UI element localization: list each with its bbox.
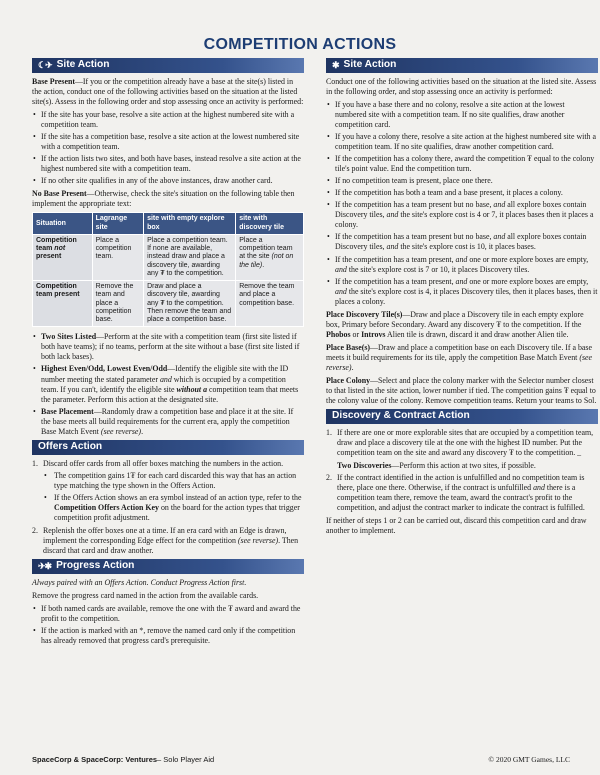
two-discoveries-paragraph bbox=[337, 461, 598, 471]
item-text: If the competition has a team present, bbox=[335, 276, 456, 286]
table-header: site with empty explore box bbox=[144, 213, 236, 235]
item-text: all explore boxes contain Discovery tiles, bbox=[335, 200, 587, 220]
item-text: the site's explore cost is 7 or 10, it places Discovery tiles. bbox=[346, 264, 530, 274]
moon-rocket-icon: ☾✈ bbox=[38, 59, 52, 70]
base-text: —Draw and place a competition base on each Discovery tile. If a base meets it build requirements for its tile, apply the competition Base Match Event bbox=[326, 342, 592, 362]
base-text: . bbox=[351, 362, 354, 372]
site-action-header-left bbox=[32, 58, 304, 73]
item-text: If the competition has a team present, bbox=[335, 254, 456, 264]
highest-text: without a bbox=[176, 384, 208, 394]
list-item bbox=[326, 428, 598, 471]
item-text: and bbox=[455, 254, 468, 264]
section-title: Site Action bbox=[343, 59, 397, 71]
discovery-text: Alien tile is drawn, discard it and draw another Alien tile. bbox=[385, 329, 569, 339]
table-header: site with discovery tile bbox=[236, 213, 304, 235]
discovery-steps bbox=[326, 428, 598, 513]
no-base-present-paragraph bbox=[32, 189, 304, 209]
list-item bbox=[32, 407, 304, 437]
step-text: there is a competition team there, remove the team, award the contract's profit to the competition, and adjust the contract marker to indicate the contract is fulfilled. bbox=[337, 483, 585, 513]
item-text: If the competition has a team present but no base, bbox=[335, 232, 494, 242]
discovery-text: —Draw and place a Discovery tile in each empty explore box, Primary before Secondary. Award any discovery ₮ to the competition. If the bbox=[326, 309, 584, 329]
item-text: the site's explore cost is 4, it places Discovery tiles, then it places bases, then it places a colony. bbox=[335, 286, 598, 306]
footer-copyright: © 2020 GMT Games, LLC bbox=[488, 755, 570, 764]
item-text: and bbox=[335, 264, 347, 274]
page-title: COMPETITION ACTIONS bbox=[203, 36, 397, 53]
base-present-list bbox=[32, 110, 304, 186]
list-item bbox=[326, 277, 598, 307]
step-number: 1. bbox=[32, 458, 38, 468]
sub-text: Competition Offers Action Key bbox=[54, 502, 159, 512]
list-item: • The competition gains 1₮ for each card discarded this way that has an action type matching the type shown in the Offers Action. bbox=[43, 471, 304, 491]
list-item: • If the action is marked with an *, remove the named card only if the competition has already removed that progress card's prerequisite. bbox=[32, 626, 304, 646]
progress-list bbox=[32, 604, 304, 646]
sub-text: on the board for the action types that trigger competition profit adjustment. bbox=[54, 502, 300, 522]
rocket-star-icon: ✈✱ bbox=[38, 560, 52, 571]
table-row bbox=[33, 234, 304, 280]
list-item: • If no other site qualifies in any of the above instances, draw another card. bbox=[32, 176, 304, 186]
colony-text: —Select and place the colony marker with the Selector number closest to that listed in the site action, lower number if tied. The competition gains ₮ equal to the colony value of the colony. Remove competition teams. Return your teams to Sol. bbox=[326, 375, 597, 405]
table-header: Lagrange site bbox=[92, 213, 143, 235]
base-lead: Place Base(s) bbox=[326, 342, 371, 352]
two-lead: Two Discoveries bbox=[337, 461, 392, 471]
item-text: and bbox=[493, 200, 506, 210]
table-cell bbox=[33, 234, 93, 280]
section-title: Progress Action bbox=[56, 560, 135, 571]
list-item bbox=[32, 526, 304, 556]
step-text: If there are one or more explorable sites that are occupied by a competition team, draw and place a discovery tile at the one with the highest ID number. Put the competition team on the site and award any discovery ₮ to the competition. _ bbox=[337, 427, 594, 457]
footer-title bbox=[32, 755, 214, 764]
step-text: Replenish the offer boxes one at a time. If an era card with an Edge is drawn, implement the corresponding Edge effect for the competition bbox=[43, 525, 287, 545]
highest-text: which is occupied by a competition team. If you can't, identify the eligible site bbox=[41, 374, 286, 394]
list-item bbox=[326, 200, 598, 230]
placement-text: —Randomly draw a competition base and place it at the site. If the base meets all build requirements for the current era, apply the competition Base Match Event bbox=[41, 406, 294, 436]
list-item: • If the competition has both a team and a base present, it places a colony. bbox=[326, 188, 598, 198]
base-present-lead: Base Present bbox=[32, 77, 76, 86]
colony-lead: Place Colony bbox=[326, 375, 371, 385]
offers-action-header bbox=[32, 440, 304, 455]
placement-text: . bbox=[141, 426, 144, 436]
item-text: If the competition has a team present but no base, bbox=[335, 200, 494, 210]
section-title: Offers Action bbox=[38, 440, 103, 452]
list-item: • If the competition has a colony there, award the competition ₮ equal to the colony tile's point value. End the competition turn. bbox=[326, 154, 598, 174]
site-action-header-right bbox=[326, 58, 598, 73]
place-colony-paragraph bbox=[326, 376, 598, 406]
table-cell: Place a competition team. If none are available, instead draw and place a discovery tile, awarding any ₮ to the competition. bbox=[144, 234, 236, 280]
base-text: (see reverse) bbox=[326, 352, 593, 372]
table-cell bbox=[236, 234, 304, 280]
cell-text: present bbox=[36, 253, 62, 261]
discovery-text: Introvs bbox=[361, 329, 386, 339]
cell-text: not bbox=[54, 245, 66, 253]
highest-text: and bbox=[159, 374, 172, 384]
list-item bbox=[32, 459, 304, 523]
special-cases-list bbox=[32, 332, 304, 436]
left-column bbox=[32, 58, 304, 649]
list-item bbox=[43, 493, 304, 523]
no-base-present-text: —Otherwise, check the site's situation on the following table then implement the appropriate text: bbox=[32, 189, 295, 209]
table-cell: Place a competition team. bbox=[92, 234, 143, 280]
two-sites-lead: Two Sites Listed bbox=[41, 332, 97, 342]
list-item: • If the site has your base, resolve a site action at the highest numbered site with a competition team. bbox=[32, 110, 304, 130]
list-item bbox=[326, 255, 598, 275]
item-text: and bbox=[386, 242, 399, 252]
place-base-paragraph bbox=[326, 343, 598, 373]
list-item: • If the site has a competition base, resolve a site action at the lowest numbered site with a competition team. bbox=[32, 132, 304, 152]
list-item bbox=[326, 232, 598, 252]
discovery-text: or bbox=[350, 329, 362, 339]
base-present-text: —If you or the competition already have a base at the site(s) listed in the action, conduct one of the following activities based on the situation at the listed site(s). Assess in the following order and stop assessing once an activity is performed: bbox=[32, 77, 304, 107]
table-header: Situation bbox=[33, 213, 93, 235]
site-right-intro: Conduct one of the following activities based on the situation at the listed site. Assess in the following order, and stop assessing once an activity is performed: bbox=[326, 77, 597, 97]
discovery-text: Phobos bbox=[326, 329, 351, 339]
closing-paragraph: If neither of steps 1 or 2 can be carried out, discard this competition card and draw another to implement. bbox=[326, 516, 587, 536]
item-text: and bbox=[386, 210, 399, 220]
discovery-contract-header bbox=[326, 409, 598, 424]
highest-text: competition team that meets the parameter. Perform this action at the designated site. bbox=[41, 384, 299, 404]
section-title: Discovery & Contract Action bbox=[332, 409, 470, 421]
placement-lead: Base Placement bbox=[41, 406, 94, 416]
no-base-present-lead: No Base Present bbox=[32, 189, 87, 199]
highest-lead: Highest Even/Odd, Lowest Even/Odd bbox=[41, 364, 168, 374]
footer-title-text: SpaceCorp & SpaceCorp: Ventures bbox=[32, 755, 158, 764]
item-text: all explore boxes contain Discovery tiles, bbox=[335, 232, 587, 252]
list-item: • If you have a base there and no colony, resolve a site action at the lowest numbered site with a competition team. If no site qualifies, draw another competition card. bbox=[326, 100, 598, 130]
list-item: • If the action lists two sites, and both have bases, instead resolve a site action at the highest numbered site with a competition team. bbox=[32, 154, 304, 174]
list-item bbox=[32, 332, 304, 362]
two-text: —Perform this action at two sites, if possible. bbox=[391, 461, 536, 471]
base-present-paragraph bbox=[32, 77, 304, 107]
cell-text: Competition team bbox=[36, 236, 77, 253]
placement-text: (see reverse) bbox=[100, 426, 142, 436]
item-text: one or more explore boxes are empty, bbox=[467, 254, 589, 264]
list-item bbox=[326, 473, 598, 513]
cell-text: (not on the tile) bbox=[239, 253, 294, 269]
cell-text: Place a competition team at the site bbox=[239, 236, 293, 261]
list-item: • If both named cards are available, remove the one with the ₮ award and award the profit to the competition. bbox=[32, 604, 304, 624]
star-burst-icon: ✱ bbox=[332, 59, 339, 70]
highest-text: —Identify the eligible site with the ID number meeting the stated parameter bbox=[41, 364, 289, 384]
progress-text: Remove the progress card named in the action from the available cards. bbox=[32, 591, 259, 600]
list-item bbox=[32, 364, 304, 404]
sub-text: If the Offers Action shows an era symbol instead of an action type, refer to the bbox=[54, 492, 302, 502]
item-text: and bbox=[455, 276, 468, 286]
step-text: (see reverse) bbox=[237, 535, 279, 545]
offers-steps bbox=[32, 459, 304, 556]
table-cell: Remove the team and place a competition base. bbox=[92, 281, 143, 327]
list-item: • If you have a colony there, resolve a site action at the highest numbered site with a competition team. If no site qualifies, draw another competition card. bbox=[326, 132, 598, 152]
progress-action-header bbox=[32, 559, 304, 574]
step-text: If the contract identified in the action is unfulfilled and no competition team is there, place one there. Otherwise, if the contract is unfulfilled bbox=[337, 473, 585, 493]
table-cell: Remove the team and place a competition base. bbox=[236, 281, 304, 327]
situation-table bbox=[32, 212, 304, 327]
table-row bbox=[33, 281, 304, 327]
item-text: one or more explore boxes are empty, bbox=[467, 276, 589, 286]
table-cell: Draw and place a discovery tile, awarding any ₮ to the competition. Then remove the team and place a competition base. bbox=[144, 281, 236, 327]
table-cell: Competition team present bbox=[33, 281, 93, 327]
discovery-lead: Place Discovery Tile(s) bbox=[326, 309, 403, 319]
step-text: and bbox=[533, 483, 545, 493]
step-text: . Then discard that card and draw another. bbox=[43, 535, 299, 555]
section-title: Site Action bbox=[56, 59, 110, 71]
step-number: 2. bbox=[32, 525, 38, 535]
step-text: Discard offer cards from all offer boxes matching the numbers in the action. bbox=[43, 458, 284, 468]
item-text: the site's explore cost is 4 or 7, it places bases then it places a colony. bbox=[335, 210, 594, 230]
item-text: the site's explore cost is 10, it places bases. bbox=[398, 242, 536, 252]
step-number: 2. bbox=[326, 473, 332, 483]
right-column bbox=[326, 58, 598, 539]
site-right-list bbox=[326, 100, 598, 307]
item-text: and bbox=[335, 286, 347, 296]
footer-subtitle: – Solo Player Aid bbox=[157, 755, 215, 764]
step-number: 1. bbox=[326, 427, 332, 437]
two-sites-text: —Perform at the site with a competition team (first site listed if both have teams); if no teams, perform at the site without a base (first site listed if both lack bases). bbox=[41, 332, 300, 362]
place-discovery-paragraph bbox=[326, 310, 598, 340]
list-item: • If no competition team is present, place one there. bbox=[326, 176, 598, 186]
offers-sub-list bbox=[43, 471, 304, 523]
progress-intro: Always paired with an Offers Action. Conduct Progress Action first. bbox=[32, 577, 247, 587]
cell-text: . bbox=[262, 261, 265, 269]
table-header-row bbox=[33, 213, 304, 235]
item-text: and bbox=[493, 232, 506, 242]
